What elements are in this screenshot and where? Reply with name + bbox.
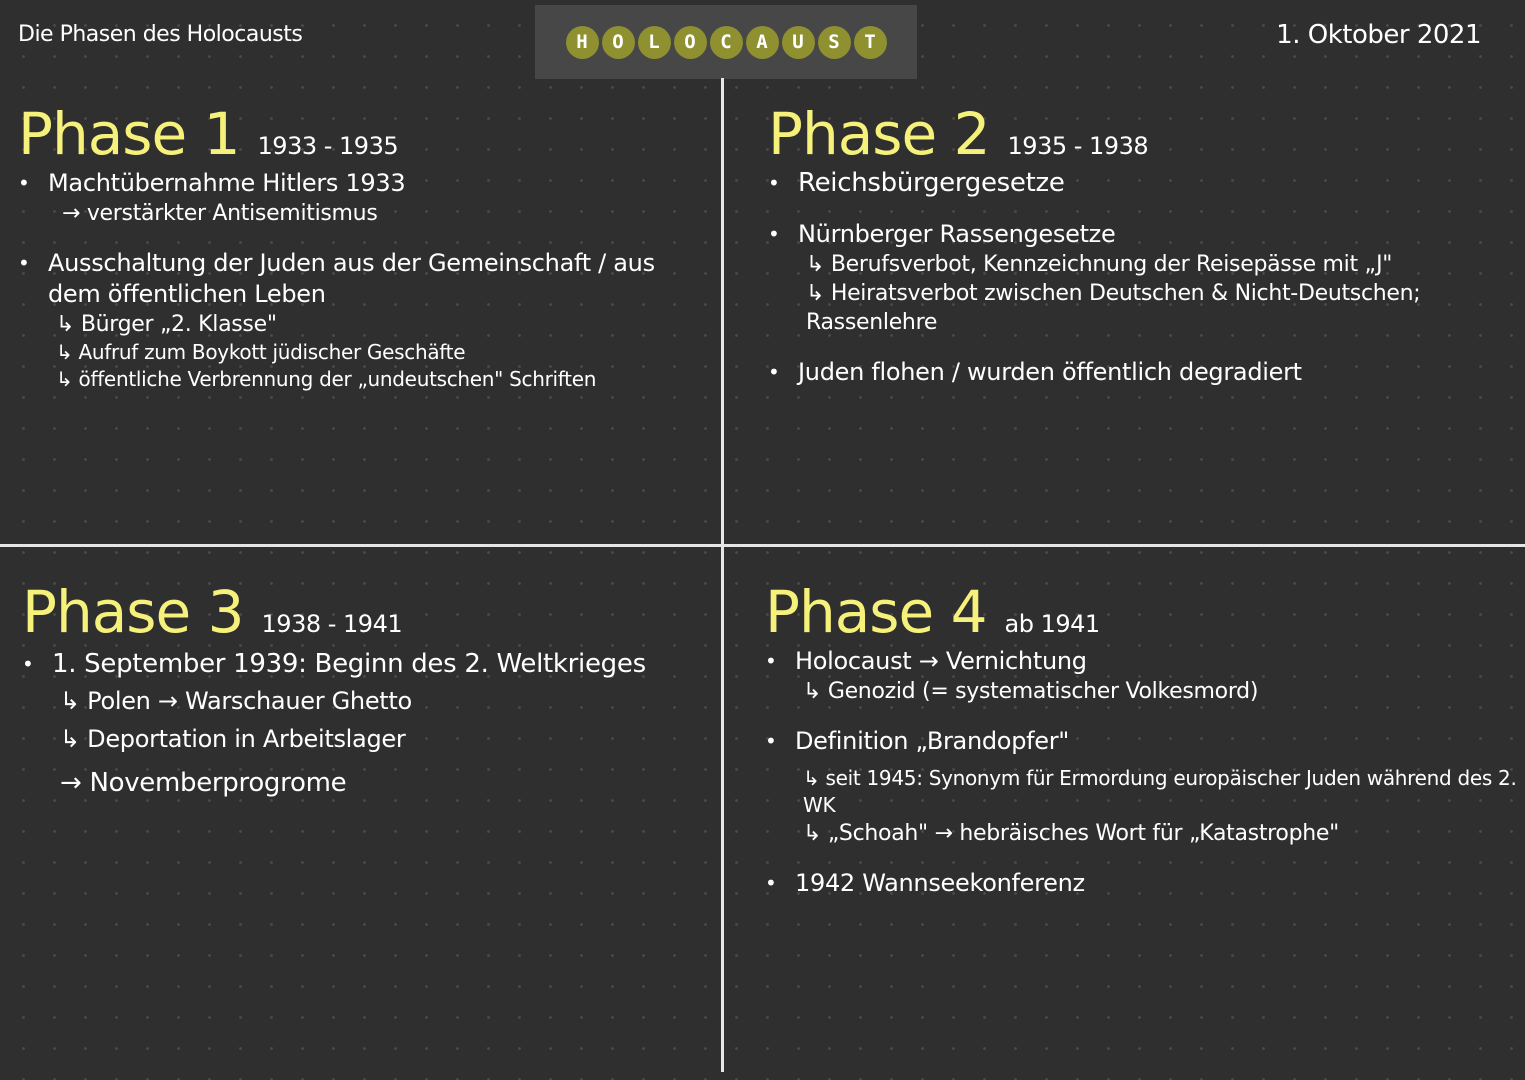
sub-item: ↳ Berufsverbot, Kennzeichnung der Reisepässe mit „J" <box>806 252 1393 277</box>
banner-letter: A <box>746 26 779 59</box>
phase-3-section <box>22 578 712 828</box>
sub-item: ↳ Heiratsverbot zwischen Deutschen & Nicht-Deutschen; Rassenlehre <box>806 281 1421 335</box>
document-title: Die Phasen des Holocausts <box>18 22 303 47</box>
sub-item: ↳ seit 1945: Synonym für Ermordung europäischer Juden während des 2. WK <box>803 766 1517 817</box>
banner-letter: H <box>566 26 599 59</box>
document-date: 1. Oktober 2021 <box>1276 20 1481 50</box>
sub-item: ↳ Aufruf zum Boykott jüdischer Geschäfte <box>56 340 466 364</box>
sub-item: ↳ „Schoah" → hebräisches Wort für „Katastrophe" <box>803 821 1339 846</box>
bullet-text: • Machtübernahme Hitlers 1933 <box>48 169 406 197</box>
phase-years: 1938 - 1941 <box>261 610 403 638</box>
sub-item: ↳ öffentliche Verbrennung der „undeutschen" Schriften <box>56 367 597 391</box>
list-item <box>768 219 1508 337</box>
phase-1-section <box>18 100 708 413</box>
phase-3-list <box>22 646 712 808</box>
list-item <box>765 868 1525 899</box>
list-item <box>18 248 708 393</box>
phase-years: 1933 - 1935 <box>257 132 399 160</box>
phase-title: Phase 2 <box>768 100 990 168</box>
bullet-text: • Definition „Brandopfer" <box>795 727 1070 755</box>
phase-1-list <box>18 168 708 393</box>
banner-letter: L <box>638 26 671 59</box>
list-item <box>22 646 712 808</box>
list-item <box>765 726 1525 848</box>
banner-letter: C <box>710 26 743 59</box>
sub-item: ↳ Deportation in Arbeitslager <box>60 725 406 753</box>
bullet-text: • 1. September 1939: Beginn des 2. Weltkrieges <box>52 649 646 679</box>
phase-2-list <box>768 168 1508 388</box>
phase-4-section <box>765 578 1525 919</box>
phase-2-section <box>768 100 1508 408</box>
sub-item: → Novemberprogrome <box>60 768 347 798</box>
phase-4-list <box>765 646 1525 899</box>
sub-item: → verstärkter Antisemitismus <box>62 201 378 226</box>
bullet-text: • Nürnberger Rassengesetze <box>798 220 1116 248</box>
banner-letter: O <box>674 26 707 59</box>
phase-title: Phase 3 <box>22 578 244 646</box>
sub-item: ↳ Genozid (= systematischer Volkesmord) <box>803 679 1259 704</box>
bullet-text: • Reichsbürgergesetze <box>798 168 1065 198</box>
banner-letter: S <box>818 26 851 59</box>
vertical-divider <box>721 78 724 1072</box>
horizontal-divider <box>0 544 1525 547</box>
sub-item: ↳ Polen → Warschauer Ghetto <box>60 687 412 715</box>
list-item <box>768 168 1508 199</box>
bullet-text: • Juden flohen / wurden öffentlich degradiert <box>798 358 1302 386</box>
banner-letter: U <box>782 26 815 59</box>
phase-years: ab 1941 <box>1004 610 1100 638</box>
banner-letter: O <box>602 26 635 59</box>
phase-title: Phase 4 <box>765 578 987 646</box>
sub-item: ↳ Bürger „2. Klasse" <box>56 312 277 337</box>
phase-years: 1935 - 1938 <box>1007 132 1149 160</box>
banner-letter: T <box>854 26 887 59</box>
bullet-text: • Ausschaltung der Juden aus der Gemeinschaft / aus dem öffentlichen Leben <box>48 249 655 308</box>
list-item <box>765 646 1525 706</box>
list-item <box>18 168 708 228</box>
phase-title: Phase 1 <box>18 100 240 168</box>
holocaust-banner <box>535 5 917 79</box>
bullet-text: • Holocaust → Vernichtung <box>795 647 1087 675</box>
bullet-text: • 1942 Wannseekonferenz <box>795 869 1085 897</box>
list-item <box>768 357 1508 388</box>
